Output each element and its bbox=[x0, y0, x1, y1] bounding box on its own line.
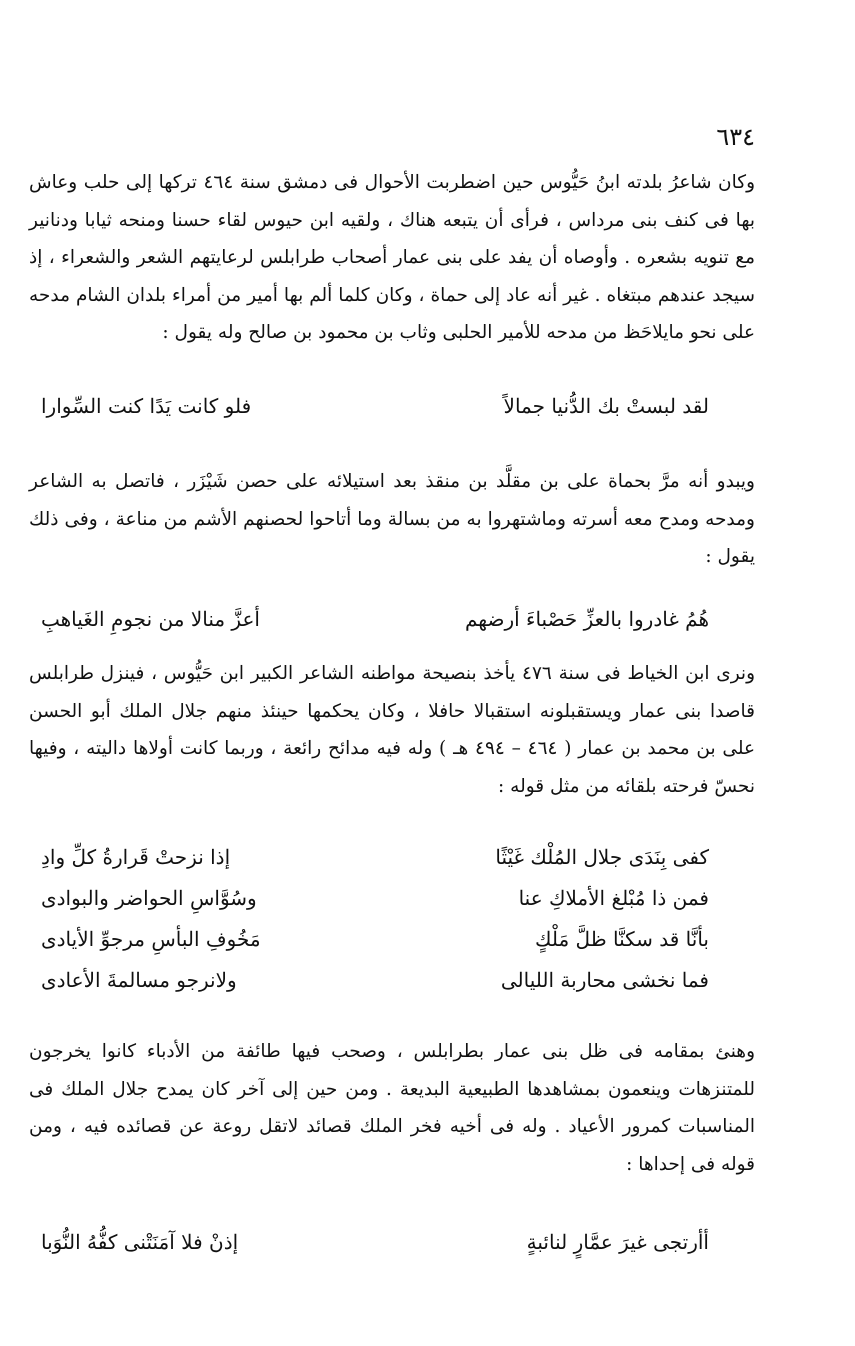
verse-first-hemistich: فمن ذا مُبْلغ الأملاكِ عنا bbox=[518, 886, 709, 910]
paragraph-fakhr-al-mulk: وهنئ بمقامه فى ظل بنى عمار بطرابلس ، وصحب فيها طائفة من الأدباء كانوا يخرجون للمتنزهات وينعمون بمشاهدها الطبيعية البديعة . ومن حين إلى آخر كان يمدح جلال الملك فى المناسبات كمرور الأعياد . وله فى أخيه فخر الملك قصائد لاتقل روعة عن قصائده فيه ، ومن قوله فى إحداها : bbox=[29, 1041, 755, 1175]
verse-line bbox=[41, 388, 709, 424]
verse-first-hemistich: هُمُ غادروا بالعزِّ حَصْباءَ أرضهم bbox=[464, 607, 709, 631]
verse-second-hemistich: وسُوَّاسِ الحواضر والبوادى bbox=[41, 886, 257, 910]
verse-second-hemistich: أعزَّ منالا من نجومِ الغَياهبِ bbox=[41, 607, 260, 631]
verse-first-hemistich: فما نخشى محاربة الليالى bbox=[500, 968, 709, 992]
verse-second-hemistich: فلو كانت يَدًا كنت السِّوارا bbox=[41, 394, 252, 418]
poem-block bbox=[41, 837, 709, 1001]
verse-second-hemistich: إذا نزحتْ قَرارةُ كلِّ وادِ bbox=[41, 845, 231, 869]
paragraph-ibn-hayyus: وكان شاعرُ بلدته ابنُ حَيُّوس حين اضطربت الأحوال فى دمشق سنة ٤٦٤ تركها إلى حلب وعاش بها فى كنف بنى مرداس ، فرأى أن يتبعه هناك ، ولقيه ابن حيوس لقاء حسنا ومنحه ثيابا ودنانير مع تنويه بشعره . وأوصاه أن يفد على بنى عمار أصحاب طرابلس لرعايتهم الشعر والشعراء ، إذ سيجد عندهم مبتغاه . غير أنه عاد إلى حماة ، وكان كلما ألم بها أمير من أمراء بلدان الشام مدحه على نحو مايلاحَظ من مدحه للأمير الحلبى وثاب بن محمود بن صالح وله يقول : bbox=[29, 172, 756, 343]
verse-second-hemistich: مَخُوفِ البأسِ مرجوِّ الأيادى bbox=[41, 927, 261, 951]
verse-line bbox=[41, 837, 709, 878]
verse-line bbox=[41, 878, 709, 919]
verse-line bbox=[41, 919, 709, 960]
verse-second-hemistich: ولانرجو مسالمةَ الأعادى bbox=[41, 968, 237, 992]
verse-second-hemistich: إذنْ فلا آمَنَتْنى كفُّهُ النُّوَبا bbox=[41, 1230, 239, 1254]
verse-line bbox=[41, 1224, 709, 1260]
paragraph-tripoli: ونرى ابن الخياط فى سنة ٤٧٦ يأخذ بنصيحة مواطنه الشاعر الكبير ابن حَيُّوس ، فينزل طرابلس قاصدا بنى عمار ويستقبلونه استقبالا حافلا ، وكان يحكمها حينئذ منهم جلال الملك أبو الحسن على بن محمد بن عمار ( ٤٦٤ – ٤٩٤ هـ ) وله فيه مدائح رائعة ، وربما كانت أولاها داليته ، وفيها نحسّ فرحته بلقائه من مثل قوله : bbox=[29, 663, 756, 797]
verse-line bbox=[41, 960, 709, 1001]
paragraph-ibn-munqidh: ويبدو أنه مرَّ بحماة على بن مقلَّد بن منقذ بعد استيلائه على حصن شَيْزَر ، فاتصل به الشاعر ومدحه ومدح معه أسرته وماشتهروا به من بسالة وما أتاحوا لحصنهم الأشم من مناعة ، وفى ذلك يقول : bbox=[29, 471, 755, 567]
verse-first-hemistich: أأرتجى غيرَ عمَّارٍ لنائبةٍ bbox=[526, 1230, 709, 1254]
verse-first-hemistich: بأنَّا قد سكنَّا ظلَّ مَلْكٍ bbox=[535, 927, 709, 951]
verse-first-hemistich: لقد لبستْ بك الدُّنيا جمالاً bbox=[503, 394, 709, 418]
verse-line bbox=[41, 601, 709, 637]
verse-first-hemistich: كفى بِنَدَى جلال المُلْك غَيْثًا bbox=[495, 845, 709, 869]
page-number: ٦٣٤ bbox=[716, 123, 755, 151]
